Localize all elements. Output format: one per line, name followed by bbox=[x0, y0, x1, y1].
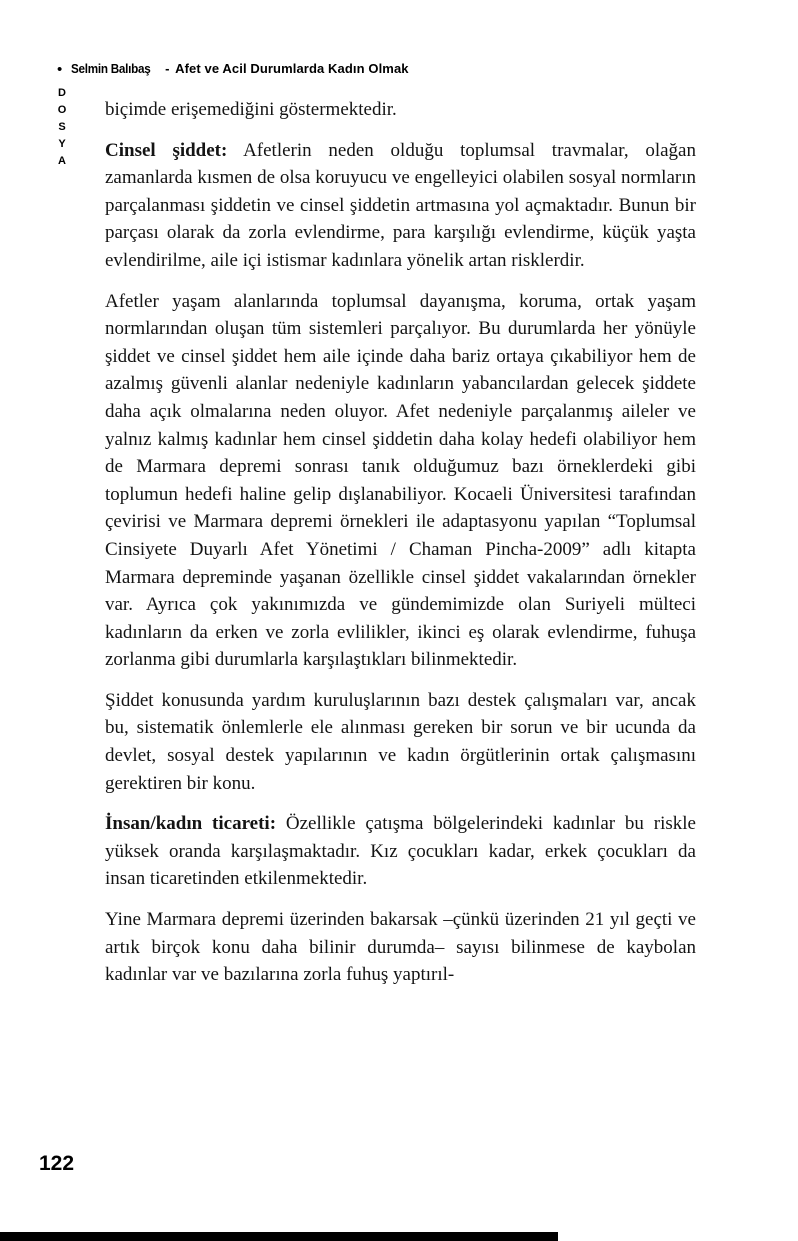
paragraph-text: Özellikle çatışma bölgelerindeki kadınlar bu riskle yüksek oranda karşılaşmaktadır. Kız çocukları kadar, erkek çocukları da insan ticaretinden etkilenmektedir. bbox=[105, 813, 696, 890]
header-separator: - bbox=[165, 61, 170, 76]
header-title: Afet ve Acil Durumlarda Kadın Olmak bbox=[175, 61, 409, 76]
paragraph-cinsel-siddet bbox=[105, 137, 696, 275]
paragraph bbox=[105, 288, 696, 674]
header-author: Selmin Balıbaş bbox=[71, 61, 151, 76]
paragraph-text: Şiddet konusunda yardım kuruluşlarının bazı destek çalışmaları var, ancak bu, sistematik önlemlerle ele alınması gereken bir sorun ve bir ucunda da devlet, sosyal destek yapılarının ve kadın örgütlerinin ortak çalışmasını gerektiren bir konu. bbox=[105, 689, 696, 794]
article-body bbox=[105, 96, 696, 1002]
paragraph-text: Afetlerin neden olduğu toplumsal travmalar, olağan zamanlarda kısmen de olsa koruyucu ve engelleyici olabilen sosyal normların parçalanması şiddetin ve cinsel şiddetin artmasına yol açmaktadır. Bunun bir parçası olarak da zorla evlendirme, para karşılığı evlendirme, küçük yaşta evlendirilme, aile içi istismar kadınlara yönelik artan risklerdir. bbox=[105, 139, 696, 271]
page-number: 122 bbox=[39, 1152, 75, 1175]
header-bullet-icon: • bbox=[57, 61, 63, 78]
paragraph-continuation bbox=[105, 96, 696, 124]
paragraph-text: Afetler yaşam alanlarında toplumsal dayanışma, koruma, ortak yaşam normlarından oluşan tüm sistemleri parçalıyor. Bu durumlarda her yönüyle şiddet ve cinsel şiddet hem aile içinde daha bariz ortaya çıkabiliyor hem de azalmış güvenli alanlar nedeniyle kadınların yabancılardan gelecek şiddete daha açık olmalarına neden oluyor. Afet nedeniyle parçalanmış aileler ve yalnız kalmış kadınlar hem cinsel şiddetin daha kolay hedefi olabiliyor hem de Marmara depremi sonrası tanık olduğumuz bazı örneklerdeki gibi toplumun hedefi haline gelip dışlanabiliyor. Kocaeli Üniversitesi tarafından çevirisi ve Marmara depremi örnekleri ile adaptasyonu yapılan “Toplumsal Cinsiyete Duyarlı Afet Yönetimi / Chaman Pincha-2009” adlı kitapta Marmara depreminde yaşanan özellikle cinsel şiddet vakalarından örnekler var. Ayrıca çok yakınımızda ve gündemimizde olan Suriyeli mülteci kadınların da erken ve zorla evlilikler, ikinci eş olarak evlendirme, fuhuşa zorlanma gibi durumlarla karşılaştıkları bilinmektedir. bbox=[105, 290, 696, 671]
paragraph-lead: İnsan/kadın ticareti: bbox=[105, 813, 277, 835]
footer-bar bbox=[0, 1232, 558, 1241]
paragraph-lead: Cinsel şiddet: bbox=[105, 139, 228, 161]
section-label-dosya: DOSYA bbox=[56, 87, 68, 172]
paragraph bbox=[105, 687, 696, 797]
running-header bbox=[57, 61, 409, 77]
paragraph bbox=[105, 906, 696, 989]
paragraph-text: Yine Marmara depremi üzerinden bakarsak –çünkü üzerinden 21 yıl geçti ve artık birçok konu daha bilinir durumda– sayısı bilinmese de kaybolan kadınlar var ve bazılarına zorla fuhuş yaptırıl- bbox=[105, 909, 696, 986]
paragraph-insan-kadin-ticareti bbox=[105, 810, 696, 893]
paragraph-text: biçimde erişemediğini göstermektedir. bbox=[105, 99, 397, 120]
